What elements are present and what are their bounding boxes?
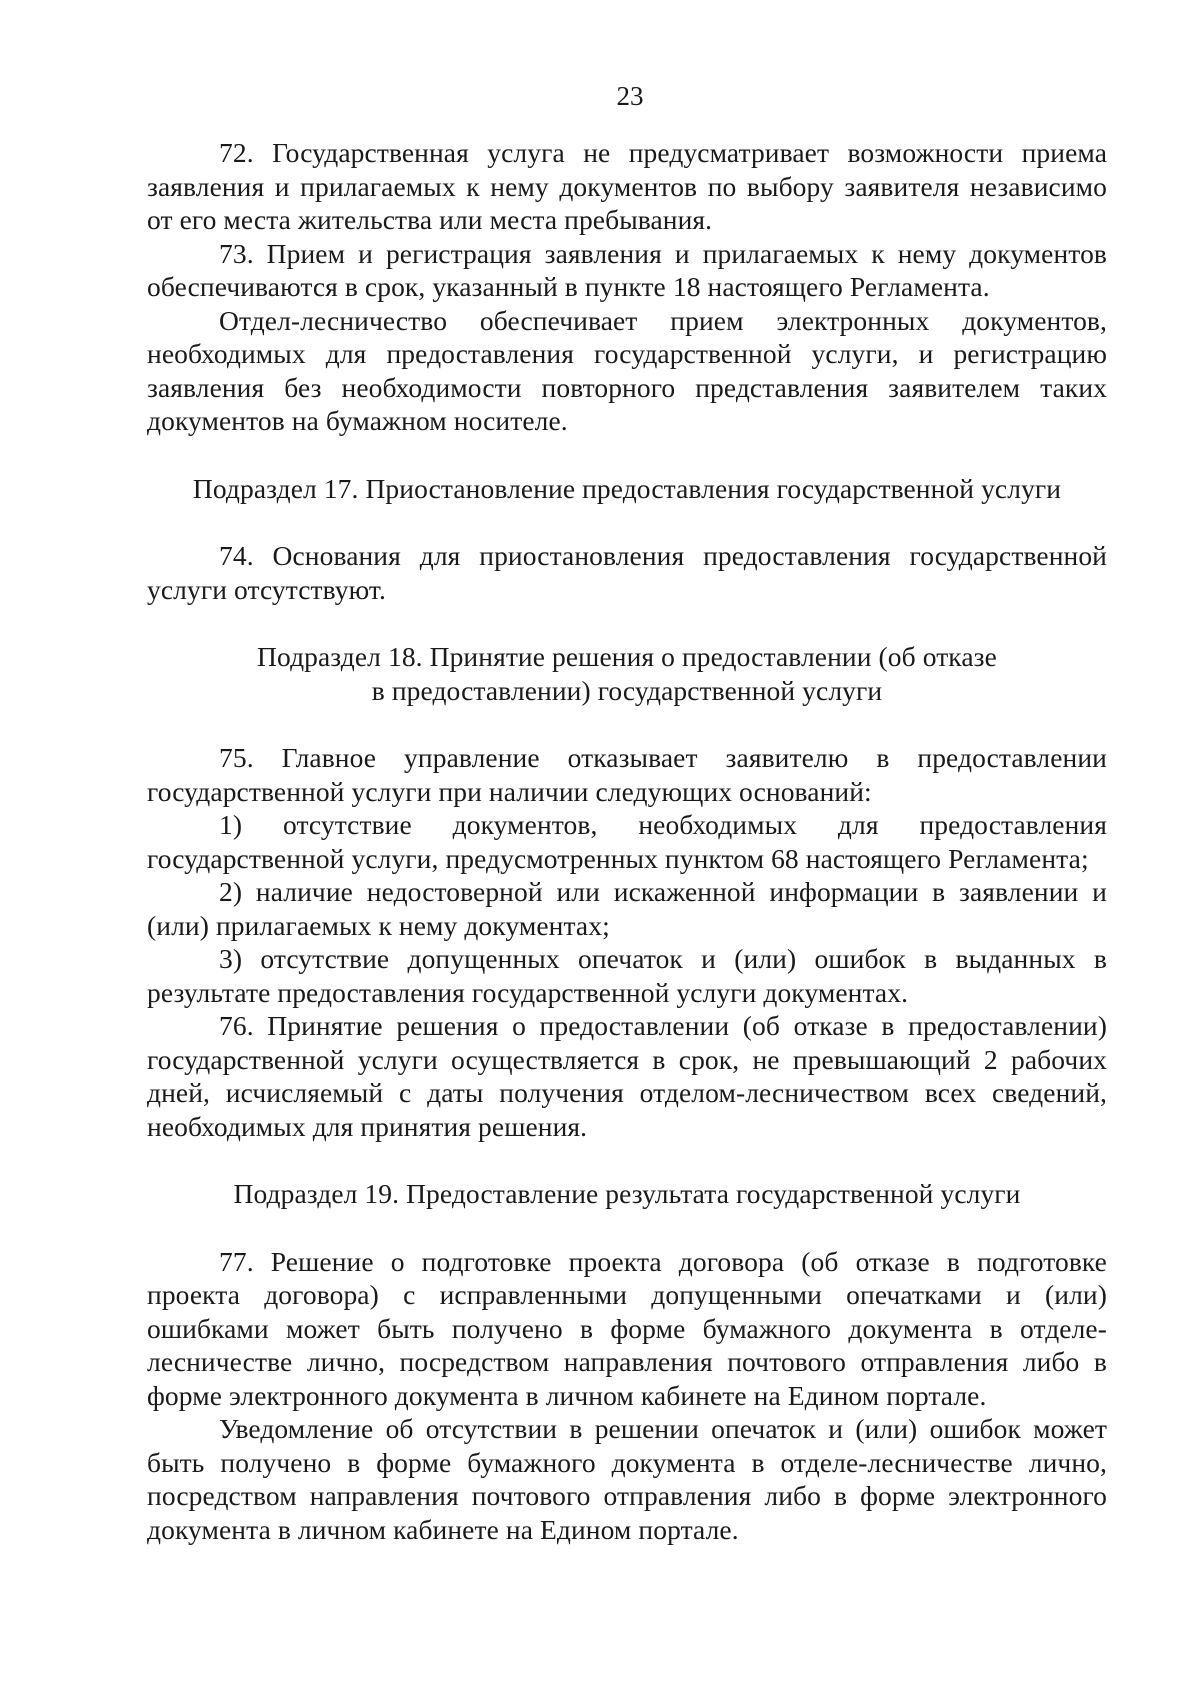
paragraph-77-continuation: Уведомление об отсутствии в решении опечаток и (или) ошибок может быть получено в форме бумажного документа в отделе-лесничестве лично, посредством направления почтового отправления либо в форме электронного документа в личном кабинете на Едином портале. (147, 1413, 1107, 1545)
page-number: 23 (616, 81, 644, 111)
paragraph-73-continuation: Отдел-лесничество обеспечивает прием электронных документов, необходимых для предоставления государственной услуги, и регистрацию заявления без необходимости повторного представления заявителем таких документов на бумажном носителе. (147, 304, 1107, 436)
subsection-17-heading: Подраздел 17. Приостановление предоставления государственной услуги (192, 472, 1062, 504)
paragraph-72: 72. Государственная услуга не предусматривает возможности приема заявления и прилагаемых к нему документов по выбору заявителя независимо от его места жительства или места пребывания. (147, 137, 1107, 235)
paragraph-75-item-3: 3) отсутствие допущенных опечаток и (или) ошибок в выданных в результате предоставления государственной услуги документах. (147, 943, 1107, 1008)
paragraph-75-item-2: 2) наличие недостоверной или искаженной информации в заявлении и (или) прилагаемых к нему документах; (147, 876, 1107, 941)
subsection-18-heading-line2: в предоставлении) государственной услуги (371, 674, 883, 706)
document-body (147, 136, 1107, 1546)
paragraph-75: 75. Главное управление отказывает заявителю в предоставлении государственной услуги при наличии следующих оснований: (147, 742, 1107, 807)
paragraph-77: 77. Решение о подготовке проекта договора (об отказе в подготовке проекта договора) с исправленными допущенными опечатками и (или) ошибками может быть получено в форме бумажного документа в отделе-лесничестве лично, посредством направления почтового отправления либо в форме электронного документа в личном кабинете на Едином портале. (147, 1245, 1107, 1411)
paragraph-76: 76. Принятие решения о предоставлении (об отказе в предоставлении) государственной услуги осуществляется в срок, не превышающий 2 рабочих дней, исчисляемый с даты получения отделом-лесничеством всех сведений, необходимых для принятия решения. (147, 1010, 1107, 1142)
paragraph-74: 74. Основания для приостановления предоставления государственной услуги отсутствуют. (147, 540, 1107, 605)
subsection-19-heading: Подраздел 19. Предоставление результата государственной услуги (233, 1178, 1021, 1209)
paragraph-75-item-1: 1) отсутствие документов, необходимых для предоставления государственной услуги, предусмотренных пунктом 68 настоящего Регламента; (147, 809, 1107, 874)
paragraph-73: 73. Прием и регистрация заявления и прилагаемых к нему документов обеспечиваются в срок, указанный в пункте 18 настоящего Регламента. (147, 237, 1107, 302)
subsection-18-heading-line1: Подраздел 18. Принятие решения о предоставлении (об отказе (257, 641, 997, 672)
